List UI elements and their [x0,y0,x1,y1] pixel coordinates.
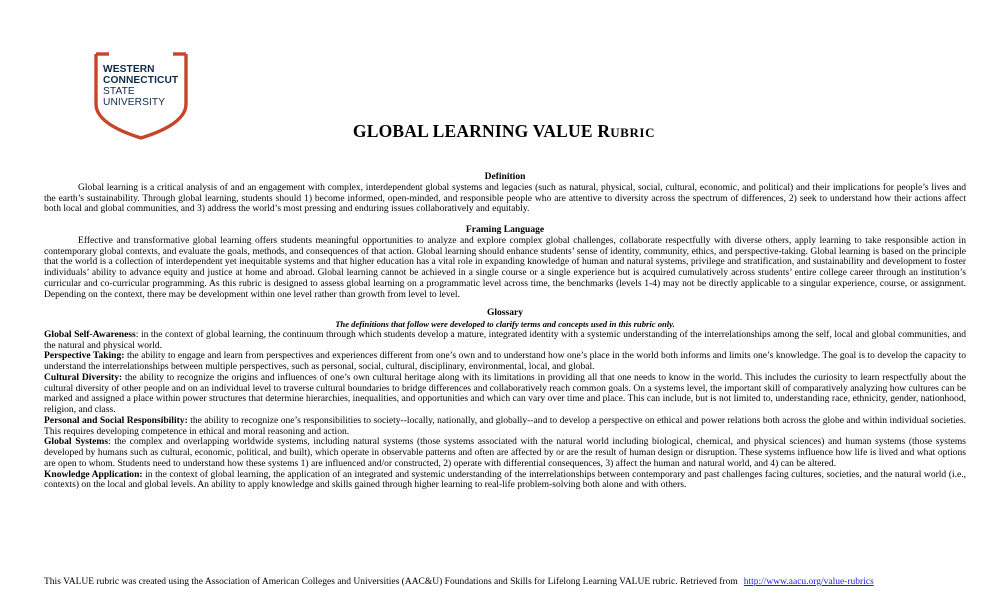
title-main: GLOBAL LEARNING VALUE R [352,121,611,141]
footer-link[interactable]: http://www.aacu.org/value-rubrics [743,577,874,587]
logo-line-3: STATE [103,86,135,97]
term-label: Knowledge Application: [44,468,143,480]
glossary-term-perspective-taking [44,351,966,373]
term-definition: in the context of global learning, the application of an integrated and systemic understanding of the interrelationships between contemporary and past challenges facing cultures, societies, and the natural world (i.e., contexts) on the local and global levels. An ability to apply knowledge and skills gained through higher learning to real-life problem-solving both alone and with others. [44,468,966,491]
term-label: Cultural Diversity: [44,371,123,383]
logo-line-4: UNIVERSITY [103,97,166,108]
glossary-term-cultural-diversity [44,373,966,416]
glossary-term-knowledge-application [44,470,966,492]
page-title [0,121,1008,142]
logo-line-1: WESTERN [103,64,155,75]
term-label: Global Systems [44,436,109,448]
definition-heading: Definition [484,171,526,182]
term-definition: in the context of global learning, the continuum through which students develop a mature, integrated identity with a systemic understanding of the interrelationships among the self, local and global communities, and the natural and physical world. [44,328,966,351]
title-smallcaps: UBRIC [610,125,656,140]
logo-line-2: CONNECTICUT [103,75,179,86]
footer-note [44,577,874,587]
term-label: Global Self-Awareness [44,328,136,340]
definition-text: Global learning is a critical analysis of and an engagement with complex, interdependent global systems and legacies (such as natural, physical, social, cultural, economic, and political) and their implications for people’s lives and the earth’s sustainability. Through global learning, students should 1) become informed, open-minded, and responsible people who are attentive to diversity across the spectrum of differences, 2) seek to understand how their actions affect both local and global communities, and 3) address the world’s most pressing and enduring issues collaboratively and equitably. [44,181,966,215]
term-definition: the ability to recognize the origins and influences of one’s own cultural heritage along with its limitations in providing all that one needs to know in the world. This includes the curiosity to learn respectfully about the cultural diversity of other people and on an individual level to traverse cultural boundaries to bridge differences and collaboratively reach common goals. On a systems level, the important skill of comparatively analyzing how cultures can be marked and assigned a place within power structures that determine hierarchies, inequalities, and opportunities and which can vary over time and place. This can include, but is not limited to, understanding race, ethnicity, gender, nationhood, religion, and class. [44,371,966,415]
term-definition: the complex and overlapping worldwide systems, including natural systems (those systems associated with the natural world including biological, chemical, and physical sciences) and human systems (those systems developed by humans such as cultural, economic, political, and built), which operate in observable patterns and often are affected by or are the result of human design or disruption. These systems influence how life is lived and what options are open to whom. Students need to understand how these systems 1) are influenced and/or constructed, 2) operate with differential consequences, 3) affect the human and natural world, and 4) can be altered. [44,436,967,469]
footer-text: This VALUE rubric was created using the Association of American Colleges and Universities (AAC&U) Foundations and Skills for Lifelong Learning VALUE rubric. Retrieved from [44,577,738,587]
glossary-note: The definitions that follow were developed to clarify terms and concepts used in this rubric only. [335,319,675,329]
term-label: Personal and Social Responsibility: [44,414,188,426]
rubric-body [44,172,966,491]
glossary-term-self-awareness: Global Self-Awareness: in the context of global learning, the continuum through which students develop a mature, integrated identity with a systemic understanding of the interrelationships among the self, local and global communities, and the natural and physical world. [44,328,966,351]
glossary-heading: Glossary [486,307,524,319]
framing-text: Effective and transformative global learning offers students meaningful opportunities to analyze and explore complex global challenges, collaborate respectfully with diverse others, apply learning to take responsible action in contemporary global contexts, and evaluate the goals, methods, and consequences of that action. Global learning should enhance students’ sense of identity, community, ethics, and perspective-taking. Global learning is based on the principle that the world is a collection of interdependent yet inequitable systems and that higher education has a vital role in expanding knowledge of human and natural systems, privilege and stratification, and sustainability and development to foster individuals’ ability to advance equity and justice at home and abroad. Global learning cannot be achieved in a single course or a single experience but is acquired cumulatively across students’ entire college career through an institution’s curricular and co-curricular programming. As this rubric is designed to assess global learning on a programmatic level across time, the benchmarks (levels 1-4) may not be directly applicable to a singular experience, course, or assignment. Depending on the context, there may be development within one level rather than growth from level to level. [44,234,966,300]
term-definition: the ability to engage and learn from perspectives and experiences different from one’s own and to understand how one’s place in the world both informs and limits one’s knowledge. The goal is to develop the capacity to understand the interrelationships between multiple perspectives, such as personal, social, cultural, disciplinary, environmental, local, and global. [44,350,966,372]
term-label: Perspective Taking: [44,350,125,362]
framing-heading: Framing Language [465,224,545,235]
glossary-term-global-systems: Global Systems: the complex and overlapping worldwide systems, including natural systems (those systems associated with the natural world including biological, chemical, and physical sciences) and human systems (those systems developed by humans such as cultural, economic, political, and built), which operate in observable patterns and often are affected by or are the result of human design or disruption. These systems influence how life is lived and what options are open to whom. Students need to understand how these systems 1) are influenced and/or constructed, 2) operate with differential consequences, 3) affect the human and natural world, and 4) can be altered. [44,436,967,469]
glossary-term-social-responsibility [44,416,966,438]
term-definition: the ability to recognize one’s responsibilities to society--locally, nationally, and globally--and to develop a perspective on ethical and power relations both across the globe and within individual societies. This requires developing competence in ethical and moral reasoning and action. [44,414,966,437]
